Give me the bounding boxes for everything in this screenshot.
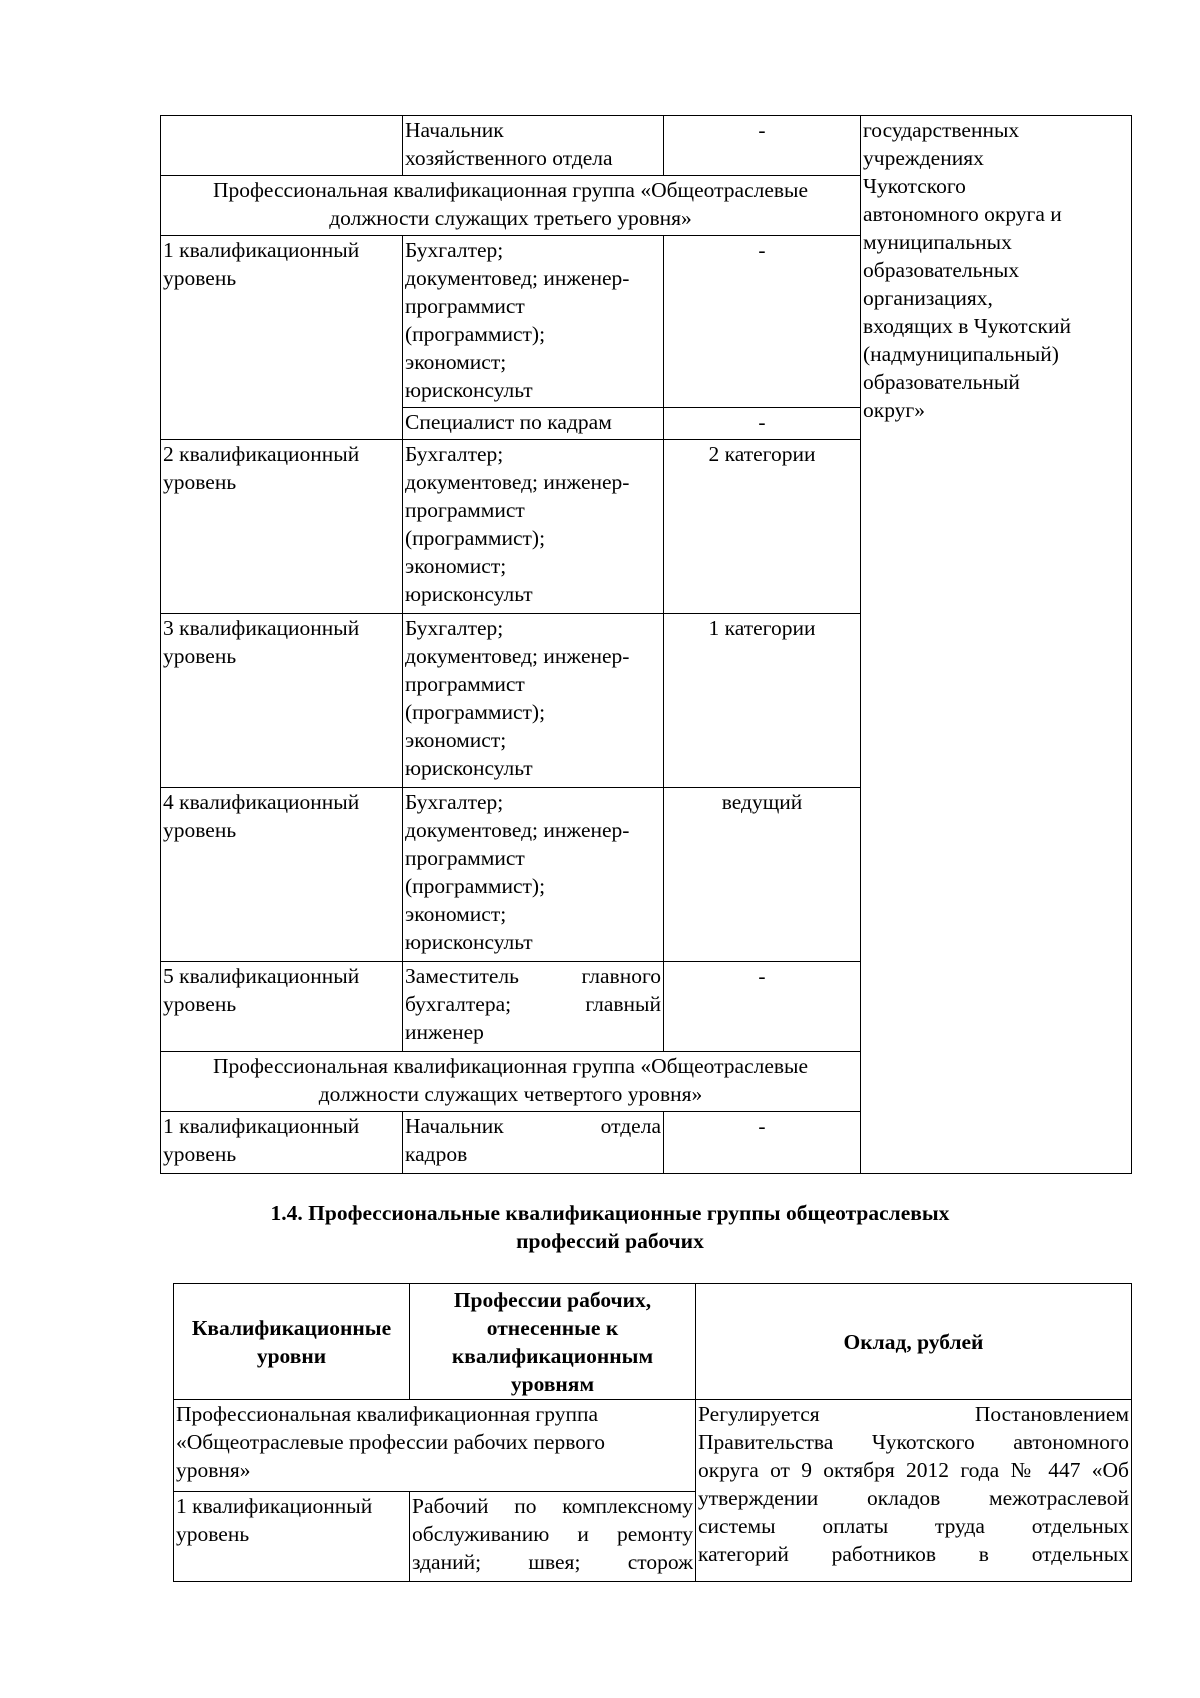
category-cell: ведущий [664,788,861,962]
position-line: (программист); [405,700,546,724]
level-cell [161,614,403,788]
position-line: юрисконсульт [405,582,533,606]
group-header [161,1052,861,1112]
position-line: Бухгалтер; [405,616,504,640]
level-cell [174,1492,410,1582]
header-line: Квалификационные [191,1315,392,1340]
position-cell [403,1112,664,1174]
position-line: программист [405,498,525,522]
workers-table [173,1283,1132,1582]
category-cell: - [664,408,861,440]
salary-note-line: Регулируется Постановлением [698,1402,1129,1426]
note-line: (надмуниципальный) [863,342,1059,366]
position-line: экономист; [405,902,507,926]
position-cell [403,236,664,408]
level-cell [161,1112,403,1174]
group-header-line: должности служащих четвертого уровня» [318,1082,703,1106]
position-line: Заместитель главного [405,964,661,988]
group-header-line: «Общеотраслевые профессии рабочих первого [176,1430,606,1454]
position-line: документовед; инженер- [405,470,630,494]
level-line: уровень [163,818,237,842]
salary-note-line: системы оплаты труда отдельных [698,1514,1129,1538]
salary-note-line: Правительства Чукотского автономного [698,1430,1129,1454]
position-line: программист [405,672,525,696]
position-line: инженер [405,1020,484,1044]
level-line: 5 квалификационный [163,964,360,988]
position-cell [403,788,664,962]
level-line: уровень [163,470,237,494]
position-cell [403,962,664,1052]
position-line: экономист; [405,554,507,578]
position-line: документовед; инженер- [405,266,630,290]
level-line: 4 квалификационный [163,790,360,814]
position-cell: Специалист по кадрам [403,408,664,440]
note-line: автономного округа и [863,202,1062,226]
note-line: образовательный [863,370,1020,394]
level-line: уровень [163,992,237,1016]
level-cell [161,440,403,614]
group-header-line: Профессиональная квалификационная группа [176,1402,599,1426]
header-line: отнесенные к [486,1315,619,1340]
category-cell: - [664,1112,861,1174]
profession-line: зданий; швея; сторож [412,1550,693,1574]
category-cell: - [664,962,861,1052]
level-line: уровень [176,1522,250,1546]
level-line: 1 квалификационный [176,1494,373,1518]
level-line: 3 квалификационный [163,616,360,640]
position-line: экономист; [405,728,507,752]
header-line: уровни [256,1343,327,1368]
group-header-line: уровня» [176,1458,251,1482]
note-line: округ» [863,398,925,422]
note-line: государственных [863,118,1020,142]
category-cell: - [664,236,861,408]
header-salary: Оклад, рублей [696,1284,1132,1400]
position-line: документовед; инженер- [405,644,630,668]
position-line: экономист; [405,350,507,374]
header-line: Профессии рабочих, [453,1287,652,1312]
category-cell: 1 категории [664,614,861,788]
header-professions [410,1284,696,1400]
salary-note-line: категорий работников в отдельных [698,1542,1129,1566]
position-line: программист [405,294,525,318]
group-header [174,1400,696,1492]
salary-note-line: утверждении окладов межотраслевой [698,1486,1129,1510]
position-cell [403,440,664,614]
text-line: хозяйственного отдела [405,146,613,170]
note-line: организациях, [863,286,993,310]
level-line: 2 квалификационный [163,442,360,466]
position-cell [403,614,664,788]
position-line: Бухгалтер; [405,442,504,466]
category-cell: 2 категории [664,440,861,614]
position-line: (программист); [405,526,546,550]
profession-line: Рабочий по комплексному [412,1494,693,1518]
position-line: Бухгалтер; [405,238,504,262]
section-heading-line: профессий рабочих [516,1229,704,1253]
level-line: 1 квалификационный [163,238,360,262]
level-line: 1 квалификационный [163,1114,360,1138]
level-cell [161,788,403,962]
salary-note-line: округа от 9 октября 2012 года № 447 «Об [698,1458,1129,1482]
group-header [161,176,861,236]
header-line: квалификационным [451,1343,654,1368]
positions-table [160,115,1132,1174]
position-line: документовед; инженер- [405,818,630,842]
position-line: кадров [405,1142,468,1166]
note-line: муниципальных [863,230,1012,254]
section-heading-line: 1.4. Профессиональные квалификационные группы общеотраслевых [270,1201,950,1225]
position-line: (программист); [405,874,546,898]
right-note-cell [861,116,1132,1174]
position-line: Бухгалтер; [405,790,504,814]
level-line: уровень [163,1142,237,1166]
position-line: юрисконсульт [405,930,533,954]
position-line: бухгалтера; главный [405,992,661,1016]
position-cell [403,116,664,176]
level-cell-empty [161,116,403,176]
profession-cell [410,1492,696,1582]
note-line: учреждениях [863,146,984,170]
group-header-line: Профессиональная квалификационная группа «Общеотраслевые [212,1054,809,1078]
level-line: уровень [163,644,237,668]
position-line: юрисконсульт [405,378,533,402]
note-line: Чукотского [863,174,966,198]
level-cell [161,236,403,440]
profession-line: обслуживанию и ремонту [412,1522,693,1546]
salary-note-cell [696,1400,1132,1582]
position-line: (программист); [405,322,546,346]
position-line: Начальник отдела [405,1114,661,1138]
category-cell: - [664,116,861,176]
header-levels [174,1284,410,1400]
group-header-line: Профессиональная квалификационная группа «Общеотраслевые [212,178,809,202]
note-line: образовательных [863,258,1020,282]
group-header-line: должности служащих третьего уровня» [329,206,692,230]
note-line: входящих в Чукотский [863,314,1071,338]
position-line: юрисконсульт [405,756,533,780]
level-line: уровень [163,266,237,290]
section-heading [170,1199,1050,1255]
text-line: Начальник [405,118,504,142]
header-line: уровням [510,1371,595,1396]
position-line: программист [405,846,525,870]
level-cell [161,962,403,1052]
